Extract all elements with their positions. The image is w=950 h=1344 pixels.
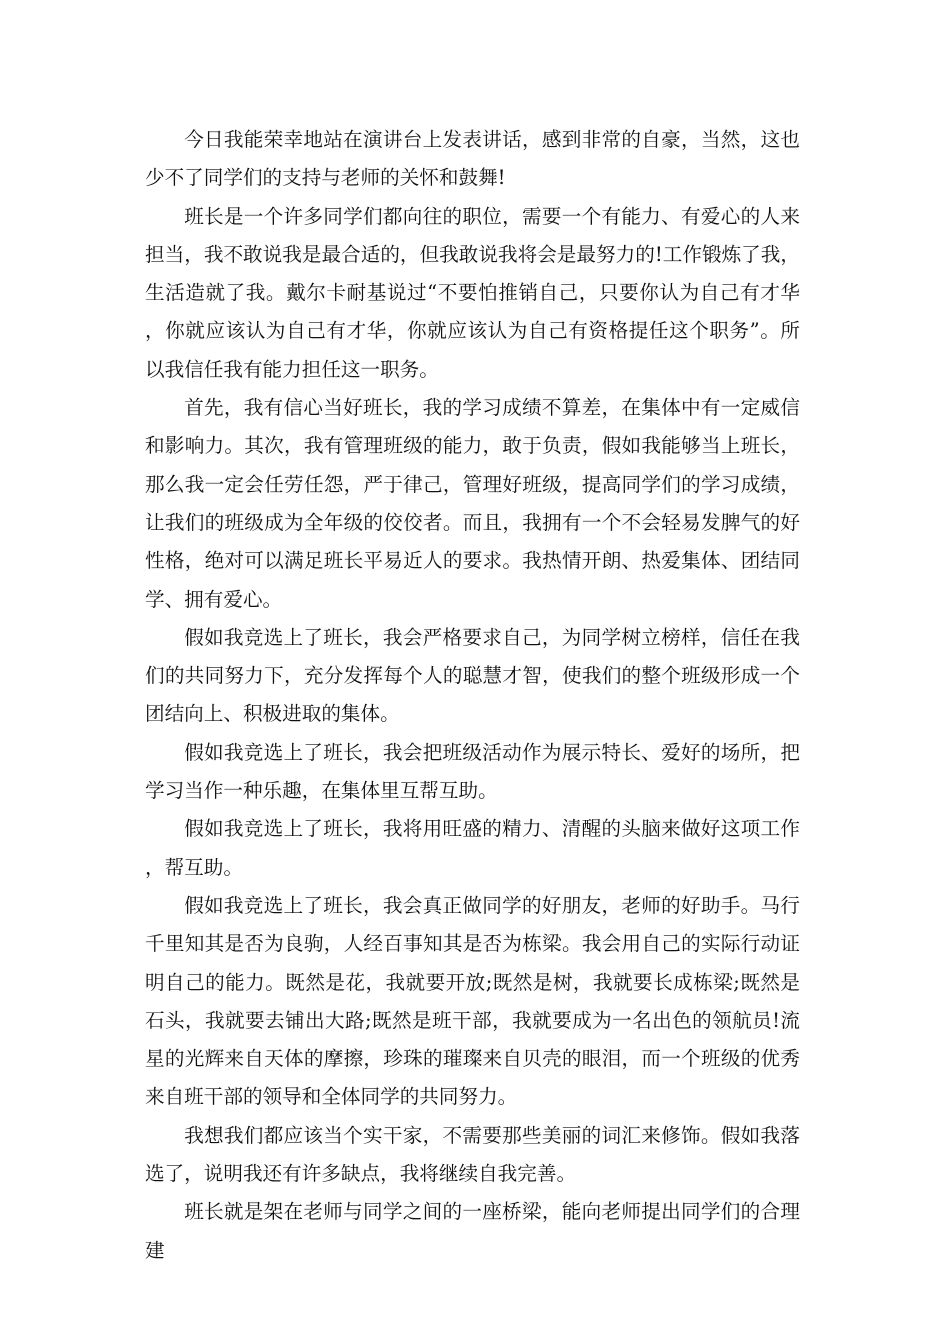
paragraph-8: 我想我们都应该当个实干家，不需要那些美丽的词汇来修饰。假如我落选了，说明我还有许多缺点，我将继续自我完善。 xyxy=(145,1123,800,1186)
paragraph-5: 假如我竞选上了班长，我会把班级活动作为展示特长、爱好的场所，把学习当作一种乐趣，在集体里互帮互助。 xyxy=(145,740,800,803)
paragraph-7: 假如我竞选上了班长，我会真正做同学的好朋友，老师的好助手。马行千里知其是否为良驹，人经百事知其是否为栋梁。我会用自己的实际行动证明自己的能力。既然是花，我就要开放;既然是树，我就要长成栋梁;既然是石头，我就要去铺出大路;既然是班干部，我就要成为一名出色的领航员!流星的光辉来自天体的摩擦，珍珠的璀璨来自贝壳的眼泪，而一个班级的优秀来自班干部的领导和全体同学的共同努力。 xyxy=(145,893,800,1109)
document-body xyxy=(145,121,800,1270)
paragraph-4: 假如我竞选上了班长，我会严格要求自己，为同学树立榜样，信任在我们的共同努力下，充分发挥每个人的聪慧才智，使我们的整个班级形成一个团结向上、积极进取的集体。 xyxy=(145,625,800,726)
paragraph-3: 首先，我有信心当好班长，我的学习成绩不算差，在集体中有一定威信和影响力。其次，我有管理班级的能力，敢于负责，假如我能够当上班长，那么我一定会任劳任怨，严于律己，管理好班级，提高同学们的学习成绩，让我们的班级成为全年级的佼佼者。而且，我拥有一个不会轻易发脾气的好性格，绝对可以满足班长平易近人的要求。我热情开朗、热爱集体、团结同学、拥有爱心。 xyxy=(145,396,800,611)
paragraph-9: 班长就是架在老师与同学之间的一座桥梁，能向老师提出同学们的合理建 xyxy=(145,1200,800,1262)
paragraph-2: 班长是一个许多同学们都向往的职位，需要一个有能力、有爱心的人来担当，我不敢说我是最合适的，但我敢说我将会是最努力的!工作锻炼了我，生活造就了我。戴尔卡耐基说过“不要怕推销自己，只要你认为自己有才华，你就应该认为自己有才华，你就应该认为自己有资格提任这个职务”。所以我信任我有能力担任这一职务。 xyxy=(145,204,800,381)
paragraph-6: 假如我竞选上了班长，我将用旺盛的精力、清醒的头脑来做好这项工作，帮互助。 xyxy=(145,817,800,879)
paragraph-1: 今日我能荣幸地站在演讲台上发表讲话，感到非常的自豪，当然，这也少不了同学们的支持与老师的关怀和鼓舞! xyxy=(145,128,800,190)
